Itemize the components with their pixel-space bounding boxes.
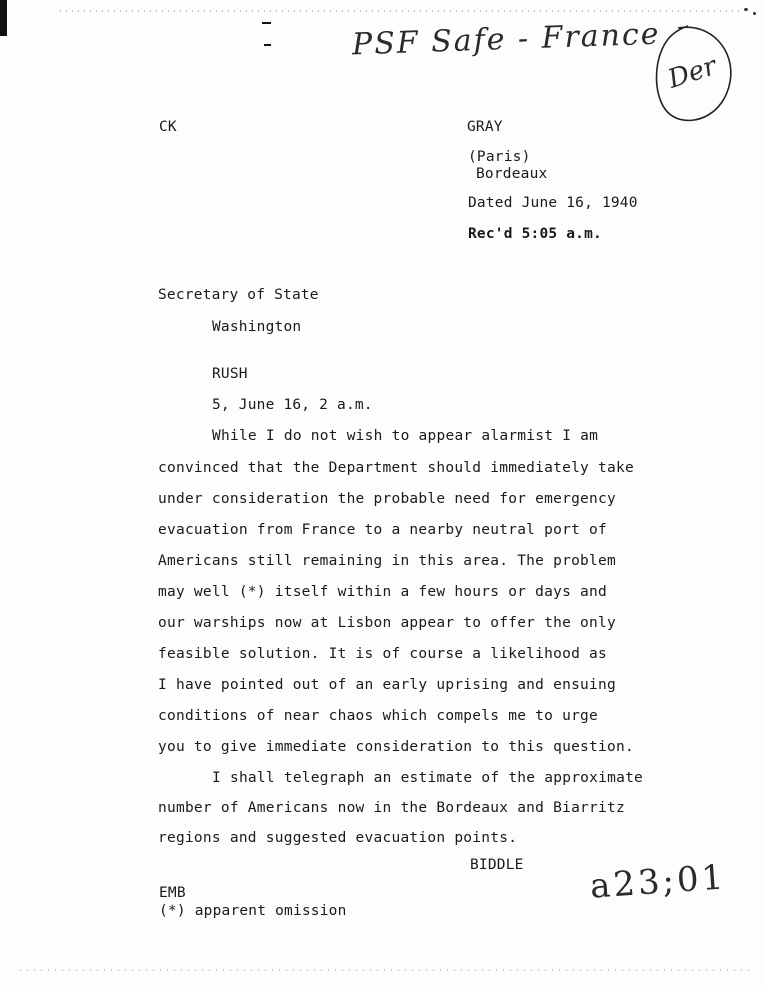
signature: BIDDLE [470,857,524,873]
recipient-line: Secretary of State [158,287,319,303]
body-line: While I do not wish to appear alarmist I am [212,428,599,444]
handwritten-initials: Der [664,51,721,95]
body-line: you to give immediate consideration to this question. [158,739,634,755]
body-line: convinced that the Department should immediately take [158,460,634,476]
origin-line-2: Bordeaux [476,166,548,182]
scan-dotted-line-bottom [0,960,765,980]
body-line: regions and suggested evacuation points. [158,830,518,846]
origin-line-1: (Paris) [468,149,531,165]
body-line: our warships now at Lisbon appear to offer the only [158,615,616,631]
body-line: number of Americans now in the Bordeaux and Biarritz [158,800,625,816]
punch-mark-lower [264,44,271,46]
body-line: evacuation from France to a nearby neutral port of [158,522,607,538]
body-line: I shall telegraph an estimate of the approximate [212,770,644,786]
reference-initials: CK [159,119,177,135]
handwritten-archive-number: a23;01 [588,857,728,907]
priority-marker: RUSH [212,366,248,382]
body-line: feasible solution. It is of course a likelihood as [158,646,607,662]
code-designation: GRAY [467,119,503,135]
body-line: I have pointed out of an early uprising and ensuing [158,677,616,693]
body-line: under consideration the probable need for emergency [158,491,616,507]
typist-initials: EMB [159,885,186,901]
handwritten-file-note: PSF Safe - France [351,16,662,63]
omission-footnote: (*) apparent omission [159,903,347,919]
received-line: Rec'd 5:05 a.m. [468,226,602,242]
body-line: may well (*) itself within a few hours or days and [158,584,607,600]
punch-mark [262,22,271,24]
message-reference: 5, June 16, 2 a.m. [212,397,373,413]
body-line: conditions of near chaos which compels me to urge [158,708,599,724]
dated-line: Dated June 16, 1940 [468,195,638,211]
body-line: Americans still remaining in this area. The problem [158,553,616,569]
recipient-city: Washington [212,319,302,335]
